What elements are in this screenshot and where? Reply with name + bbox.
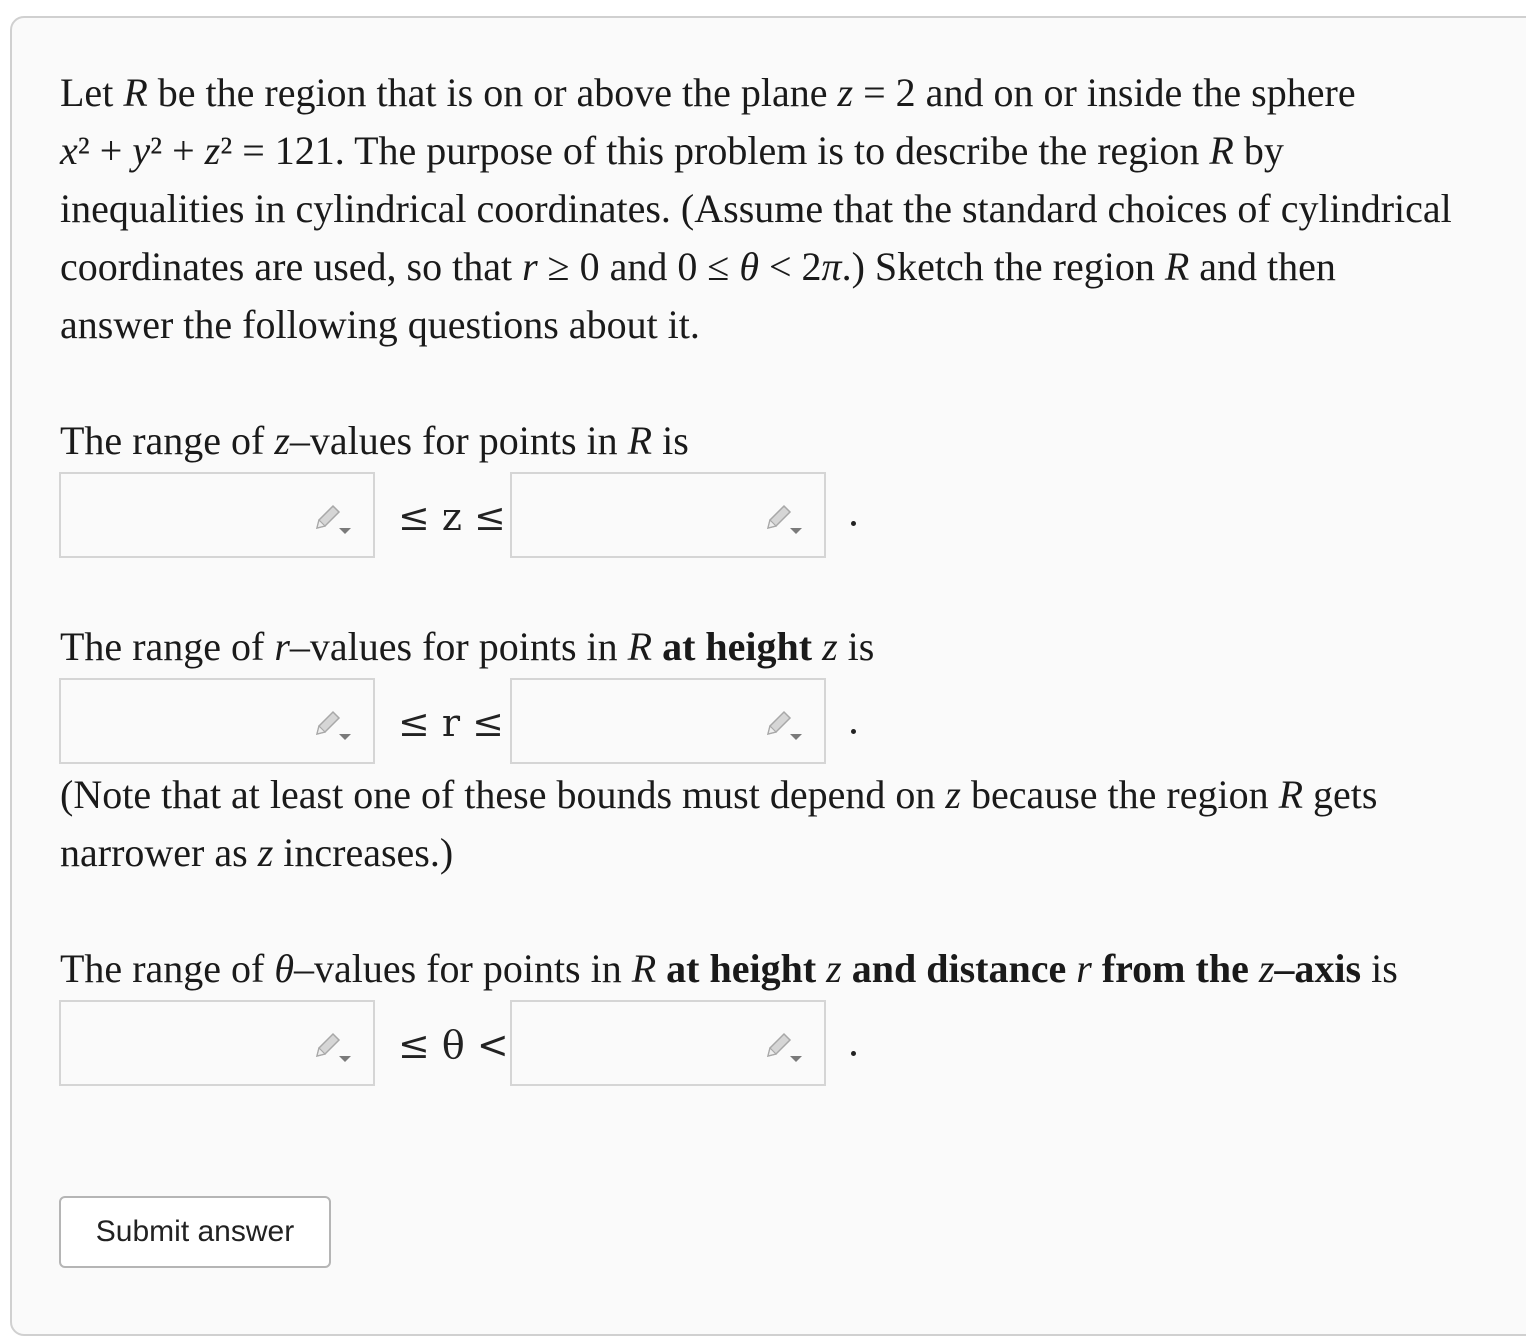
bold-text: from the xyxy=(1091,946,1259,991)
r-relation: ≤ r ≤ xyxy=(398,701,505,745)
math-symbol: z xyxy=(1258,946,1275,991)
pencil-dropdown-icon[interactable] xyxy=(764,502,804,536)
z-lower-answer-box[interactable] xyxy=(59,472,375,558)
math-symbol: r xyxy=(522,244,538,289)
math-symbol: r xyxy=(1076,946,1092,991)
math-symbol: R xyxy=(627,418,653,463)
r-upper-answer-box[interactable] xyxy=(510,678,826,764)
theta-relation: ≤ θ < xyxy=(398,1023,509,1067)
math-symbol: R xyxy=(627,624,653,669)
math-symbol: z xyxy=(274,418,290,463)
theta-period xyxy=(851,1051,856,1056)
pencil-dropdown-icon[interactable] xyxy=(764,1030,804,1064)
theta-range-prompt: The range of θ–values for points in R at height z and distance r from the z–axis is xyxy=(60,946,1398,991)
math-symbol: R xyxy=(1278,772,1304,817)
theta-lower-answer-box[interactable] xyxy=(59,1000,375,1086)
math-symbol: z xyxy=(945,772,961,817)
r-range-prompt: The range of r–values for points in R at height z is xyxy=(60,624,875,669)
intro-line-1: Let R be the region that is on or above the plane z = 2 and on or inside the sphere xyxy=(60,70,1356,115)
intro-line-2: x² + y² + z² = 121. The purpose of this problem is to describe the region R by xyxy=(60,128,1284,173)
math-symbol: R xyxy=(631,946,657,991)
math-symbol: z xyxy=(257,830,274,875)
math-symbol: θ xyxy=(274,946,294,991)
pencil-dropdown-icon[interactable] xyxy=(313,708,353,742)
z-relation: ≤ z ≤ xyxy=(398,495,506,539)
pencil-dropdown-icon[interactable] xyxy=(313,502,353,536)
intro-line-4: coordinates are used, so that r ≥ 0 and 0 ≤ θ < 2π.) Sketch the region R and then xyxy=(60,244,1336,289)
bold-text: and distance xyxy=(841,946,1077,991)
pencil-dropdown-icon[interactable] xyxy=(313,1030,353,1064)
z-upper-answer-box[interactable] xyxy=(510,472,826,558)
intro-line-3: inequalities in cylindrical coordinates. (Assume that the standard choices of cylindrical xyxy=(60,186,1452,231)
math-symbol: y xyxy=(132,128,151,173)
math-symbol: R xyxy=(123,70,148,115)
r-note-line-1: (Note that at least one of these bounds must depend on z because the region R gets xyxy=(60,772,1378,817)
intro-line-5: answer the following questions about it. xyxy=(60,302,700,347)
math-symbol: x xyxy=(60,128,78,173)
z-period xyxy=(851,521,856,526)
bold-text: at height xyxy=(652,624,823,669)
math-symbol: π xyxy=(821,244,842,289)
math-symbol: z xyxy=(826,946,842,991)
math-symbol: z xyxy=(837,70,854,115)
math-symbol: z xyxy=(822,624,838,669)
math-symbol: z xyxy=(204,128,221,173)
r-note-line-2: narrower as z increases.) xyxy=(60,830,454,875)
math-symbol: r xyxy=(274,624,290,669)
theta-upper-answer-box[interactable] xyxy=(510,1000,826,1086)
bold-text: at height xyxy=(656,946,827,991)
math-symbol: R xyxy=(1209,128,1234,173)
submit-answer-button[interactable]: Submit answer xyxy=(59,1196,331,1268)
r-lower-answer-box[interactable] xyxy=(59,678,375,764)
math-symbol: θ xyxy=(739,244,759,289)
math-symbol: R xyxy=(1164,244,1190,289)
pencil-dropdown-icon[interactable] xyxy=(764,708,804,742)
bold-text: –axis xyxy=(1274,946,1362,991)
z-range-prompt: The range of z–values for points in R is xyxy=(60,418,689,463)
r-period xyxy=(851,729,856,734)
